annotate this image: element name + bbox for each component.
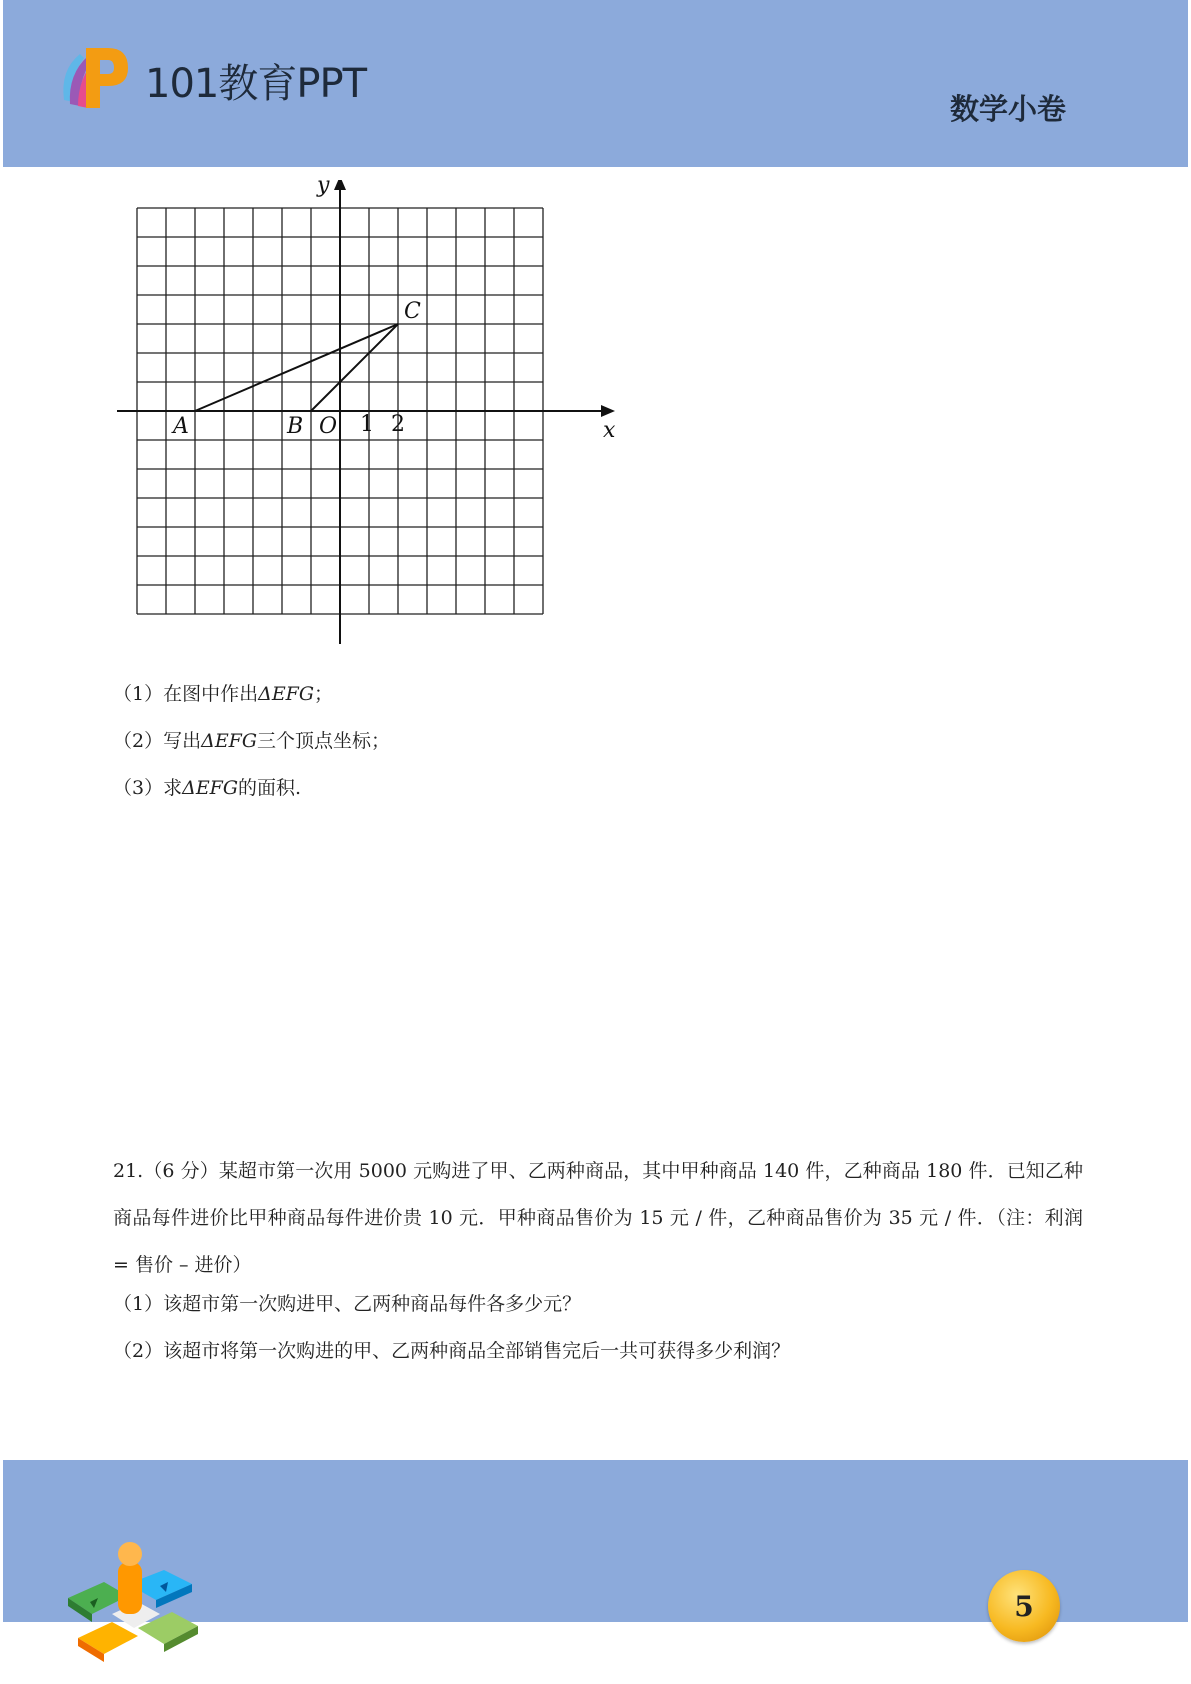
mascot-blocks-icon	[68, 1540, 218, 1670]
page-number-badge	[988, 1570, 1060, 1642]
brand-name: 101教育PPT	[145, 61, 367, 107]
q20-part-3: （3）求ΔEFG的面积.	[113, 777, 302, 799]
page-number: 5	[1014, 1589, 1034, 1623]
point-label-c: C	[404, 299, 421, 324]
x-axis-arrow	[601, 405, 615, 417]
point-label-b: B	[287, 414, 304, 439]
y-axis-label: y	[317, 180, 330, 198]
coordinate-grid-figure	[110, 180, 630, 660]
x-axis-label: x	[603, 418, 616, 443]
triangle-efg-label: ΔEFG	[182, 777, 239, 799]
q21-part-2: （2）该超市将第一次购进的甲、乙两种商品全部销售完后一共可获得多少利润？	[113, 1340, 791, 1362]
q20-part-2: （2）写出ΔEFG三个顶点坐标；	[113, 730, 391, 752]
tick-label-1: 1	[360, 412, 374, 437]
paper-label: 数学小卷	[950, 92, 1067, 126]
q21-stem: 21.（6 分）某超市第一次用 5000 元购进了甲、乙两种商品，其中甲种商品 140 件，乙种商品 180 件．已知乙种商品每件进价比甲种商品每件进价贵 10 元．甲种商品售价为 15 元 / 件，乙种商品售价为 35 元 / 件．（注：利润 = 售价 – 进价）	[113, 1160, 1083, 1276]
triangle-efg-label: ΔEFG	[258, 683, 315, 705]
q20-part-1: （1）在图中作出ΔEFG；	[113, 683, 334, 705]
brand-logo-icon	[58, 40, 130, 114]
y-axis-arrow	[334, 180, 346, 190]
q21-part-1: （1）该超市第一次购进甲、乙两种商品每件各多少元？	[113, 1293, 582, 1315]
triangle-abc	[195, 324, 398, 411]
tick-label-2: 2	[391, 412, 405, 437]
point-label-a: A	[173, 414, 189, 439]
triangle-efg-label: ΔEFG	[201, 730, 258, 752]
origin-label: O	[319, 414, 338, 439]
